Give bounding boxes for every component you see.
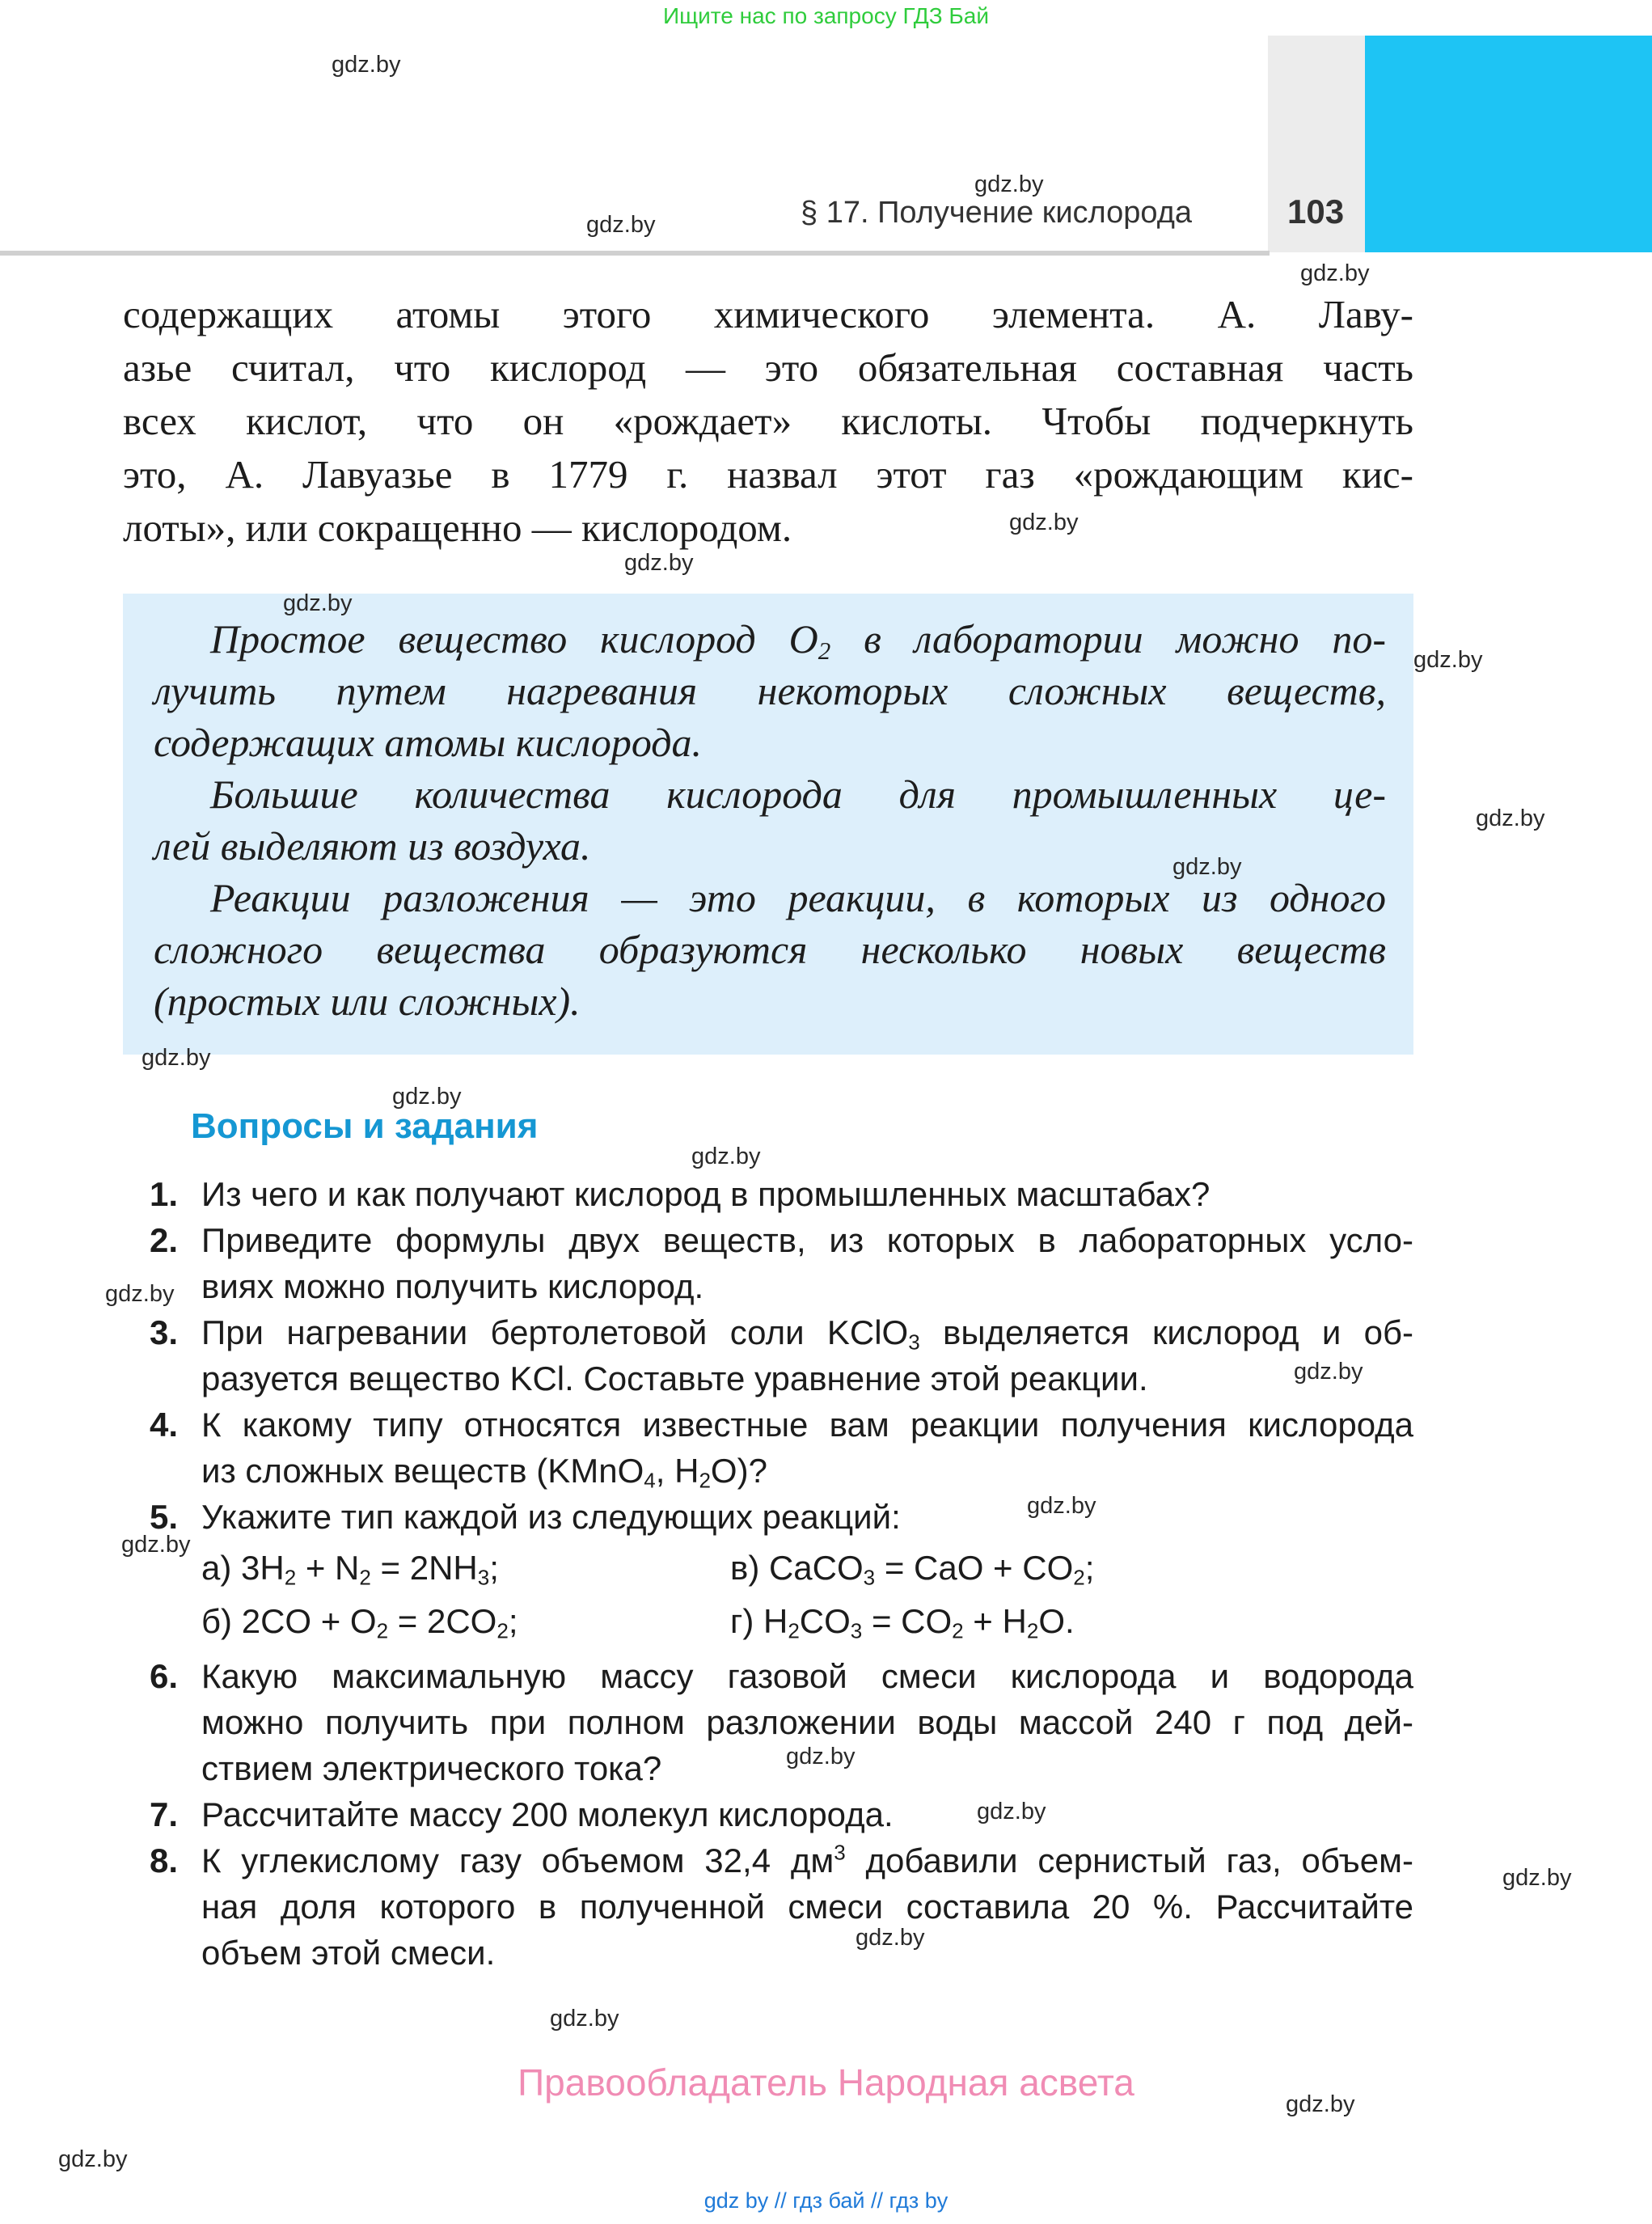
question-text: ствием электрического тока?: [201, 1749, 662, 1787]
definition-line: Большие количества кислорода для промышленных це-: [210, 772, 1386, 817]
question-text: можно получить при полном разложении воды массой 240 г под дей-: [201, 1703, 1413, 1741]
reaction-g: г) $H_2CO_3 = CO_2 + H_2O$.: [730, 1602, 1075, 1643]
question-item: [150, 1402, 1413, 1494]
question-number: 4.: [150, 1406, 179, 1444]
definition-line: (простых или сложных).: [154, 979, 581, 1024]
question-item: [150, 1494, 1413, 1653]
question-item: [150, 1837, 1413, 1976]
question-number: 6.: [150, 1657, 179, 1695]
question-item: [150, 1309, 1413, 1402]
watermark: gdz.by: [977, 1799, 1046, 1824]
definition-line: Реакции разложения — это реакции, в которых из одного: [210, 875, 1386, 920]
watermark: gdz.by: [1300, 260, 1370, 286]
paragraph-line: азье считал, что кислород — это обязательная составная часть: [123, 345, 1413, 390]
watermark: gdz.by: [550, 2006, 619, 2032]
watermark: gdz.by: [856, 1925, 925, 1951]
page-number: 103: [1287, 192, 1345, 230]
question-number: 3.: [150, 1313, 179, 1351]
watermark: gdz.by: [1172, 854, 1242, 880]
section-title: § 17. Получение кислорода: [801, 196, 1193, 230]
question-text: объем этой смеси.: [201, 1934, 496, 1972]
bottom-links[interactable]: gdz by // гдз бай // гдз by: [703, 2188, 949, 2213]
definition-text: [154, 613, 1386, 1027]
questions-heading: Вопросы и задания: [191, 1106, 539, 1146]
watermark: gdz.by: [105, 1281, 175, 1307]
question-text: Из чего и как получают кислород в промышленных масштабах?: [201, 1175, 1210, 1213]
copyright-notice: Правообладатель Народная асвета: [518, 2061, 1134, 2103]
questions-list: [150, 1171, 1413, 1976]
watermark: gdz.by: [1413, 647, 1483, 673]
watermark: gdz.by: [586, 212, 656, 238]
watermark: gdz.by: [1009, 509, 1079, 535]
watermark: gdz.by: [1476, 805, 1545, 831]
header-divider: [0, 251, 1270, 256]
question-text: из сложных веществ (KMnO$_4$, $H_2O$)?: [201, 1452, 767, 1493]
definition-line: лучить путем нагревания некоторых сложных веществ,: [154, 668, 1386, 713]
question-number: 2.: [150, 1221, 179, 1259]
question-number: 7.: [150, 1795, 179, 1833]
question-item: [150, 1171, 1413, 1217]
definition-line: сложного вещества образуются несколько новых веществ: [154, 927, 1386, 972]
watermark: gdz.by: [392, 1084, 462, 1110]
question-text: При нагревании бертолетовой соли KClO$_3$ выделяется кислород и об-: [201, 1313, 1414, 1355]
watermark: gdz.by: [974, 171, 1044, 197]
question-number: 8.: [150, 1841, 179, 1879]
body-paragraph: [123, 288, 1413, 555]
reaction-b: б) $2CO + O_2 = 2CO_2$;: [201, 1602, 518, 1643]
watermark: gdz.by: [1294, 1359, 1363, 1385]
question-text: Какую максимальную массу газовой смеси кислорода и водорода: [201, 1657, 1413, 1695]
watermark: gdz.by: [121, 1532, 191, 1558]
definition-line: лей выделяют из воздуха.: [154, 823, 591, 869]
question-item: [150, 1217, 1413, 1309]
question-text: К углекислому газу объемом 32,4 $дм^3$ добавили сернистый газ, объем-: [201, 1840, 1413, 1879]
question-item: [150, 1653, 1413, 1791]
watermark: gdz.by: [332, 52, 401, 78]
header-blue-block: [1365, 36, 1652, 252]
watermark: gdz.by: [624, 550, 694, 576]
question-text: К какому типу относятся известные вам реакции получения кислорода: [201, 1406, 1413, 1444]
watermark: gdz.by: [142, 1045, 211, 1071]
watermark: gdz.by: [786, 1744, 856, 1769]
watermark: gdz.by: [58, 2146, 128, 2172]
question-text: виях можно получить кислород.: [201, 1267, 704, 1305]
definition-line: Простое вещество кислород $O_2$ в лаборатории можно по-: [210, 616, 1386, 665]
reactions-grid: [201, 1545, 1413, 1653]
question-text: разуется вещество KCl. Составьте уравнение этой реакции.: [201, 1359, 1148, 1397]
paragraph-line: всех кислот, что он «рождает» кислоты. Чтобы подчеркнуть: [123, 399, 1413, 443]
paragraph-line: содержащих атомы этого химического элемента. А. Лаву-: [123, 292, 1413, 336]
watermark: gdz.by: [283, 590, 353, 616]
reaction-v: в) CaCO$_3$ = CaO + $CO_2$;: [730, 1549, 1095, 1590]
question-number: 5.: [150, 1498, 179, 1536]
question-text: Укажите тип каждой из следующих реакций:: [201, 1498, 901, 1536]
question-text: Приведите формулы двух веществ, из которых в лабораторных усло-: [201, 1221, 1413, 1259]
paragraph-line: это, А. Лавуазье в 1779 г. назвал этот газ «рождающим кис-: [123, 452, 1413, 497]
watermark: gdz.by: [1502, 1865, 1572, 1891]
top-banner[interactable]: Ищите нас по запросу ГДЗ Бай: [662, 3, 990, 28]
watermark: gdz.by: [691, 1144, 761, 1169]
question-text: ная доля которого в полученной смеси составила 20 %. Рассчитайте: [201, 1888, 1413, 1926]
definition-line: содержащих атомы кислорода.: [154, 720, 703, 765]
watermark: gdz.by: [1286, 2091, 1355, 2117]
question-text: Рассчитайте массу 200 молекул кислорода.: [201, 1795, 894, 1833]
paragraph-line: лоты», или сокращенно — кислородом.: [123, 505, 792, 550]
watermark: gdz.by: [1027, 1493, 1096, 1519]
question-number: 1.: [150, 1175, 179, 1213]
reaction-a: а) $3H_2 + N_2 = 2NH_3$;: [201, 1549, 499, 1590]
question-item: [150, 1791, 1413, 1837]
